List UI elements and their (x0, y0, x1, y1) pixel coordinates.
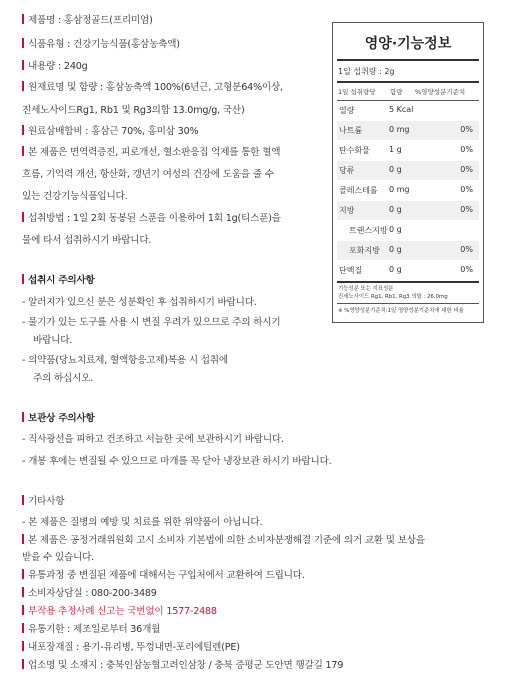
red-bar-marker (22, 14, 24, 24)
nutrient-row-trans-fat: 트랜스지방 0 g (349, 225, 402, 235)
method: 섭취방법 : 1일 2회 동봉된 스푼을 이용하여 1회 1g(티스푼)을 (22, 212, 281, 225)
red-bar-marker (22, 605, 24, 615)
etc-item-1: - 본 제품은 질병의 예방 및 치료를 위한 위약품이 아닙니다. (22, 517, 263, 528)
side-effect-report: 부작용 추정사례 신고는 국번없이 1577-2488 (22, 605, 217, 618)
method-cont: 물에 타서 섭취하시기 바랍니다. (22, 235, 152, 246)
red-bar-marker (22, 81, 24, 91)
header-per-serving: 1일 섭취량당 (338, 88, 376, 96)
red-bar-marker (22, 146, 24, 156)
header-daily-value: %영양성분기준치 (415, 88, 466, 96)
red-bar-marker (22, 212, 24, 222)
packaging: 내포장재질 : 용기-유리병, 뚜껑내면-포리에틸렌(PE) (22, 641, 240, 654)
consumer-notice-cont: 받을 수 있습니다. (22, 552, 95, 563)
nutrient-row-sodium: 나트륨 0 mg 0% (337, 121, 479, 140)
storage-item-2: - 개봉 후에는 변질될 수 있으므로 마개를 꼭 닫아 냉장보관 하시기 바랍니다. (22, 456, 332, 467)
red-bar-marker (22, 587, 24, 597)
divider (337, 59, 479, 61)
caution-item-3: - 의약품(당뇨치료제, 혈액항응고제)복용 시 섭취에 (22, 355, 228, 366)
ratio: 원료삼배합비 : 홍삼근 70%, 홍미삼 30% (22, 125, 198, 138)
red-bar-marker (22, 641, 24, 651)
caution-title: 섭취시 주의사항 (22, 274, 95, 287)
nutrient-row-carbs: 탄수화물 1 g 0% (339, 145, 473, 155)
caution-item-2-cont: 바랍니다. (33, 335, 73, 346)
red-bar-marker (22, 274, 24, 284)
nutrition-facts-panel (332, 22, 484, 323)
caution-item-3-cont: 주의 하십시오. (33, 373, 94, 384)
volume: 내용량 : 240g (22, 60, 88, 73)
food-type: 식품유형 : 건강기능식품(홍삼농축액) (22, 38, 180, 51)
functional-ingredient-label: 기능성분 또는 지표성분 (338, 286, 394, 292)
exchange-notice: 유통과정 중 변질된 제품에 대해서는 구입처에서 교환하여 드립니다. (22, 569, 305, 582)
expiry: 유통기한 : 제조일로부터 36개월 (22, 623, 160, 636)
nutrient-row-calories: 열량 5 Kcal (339, 105, 414, 115)
serving-size: 1일 섭취량 : 2g (338, 67, 395, 76)
nutrient-row-cholesterol: 콜레스테롤 0 mg 0% (339, 185, 473, 195)
storage-title: 보관상 주의사항 (22, 412, 95, 425)
caution-item-1: - 알러지가 있으신 분은 성분확인 후 섭취하시기 바랍니다. (22, 297, 257, 308)
divider (337, 303, 479, 304)
divider (337, 281, 479, 283)
nutrient-row-protein: 단백질 0 g 0% (339, 265, 473, 275)
daily-value-note: ※ %영양성분기준치:1일 영양성분기준치에 대한 비율 (338, 308, 464, 314)
nutrition-title: 영양·기능정보 (364, 36, 452, 52)
red-bar-marker (22, 495, 24, 505)
product-name: 제품명 : 홍삼정골드(프리미엄) (22, 14, 153, 27)
company-address: 업소명 및 소재지 : 충북인삼농협고려인삼창 / 충북 증평군 도안면 행갈길 179 (22, 659, 343, 672)
nutrient-row-saturated-fat: 포화지방 0 g 0% (337, 241, 479, 260)
header-amount: 함량 (390, 88, 403, 96)
red-bar-marker (22, 60, 24, 70)
red-bar-marker (22, 412, 24, 422)
consumer-notice: 본 제품은 공정거래위원회 고시 소비자 기본법에 의한 소비자분쟁해결 기준에 의거 교환 및 보상을 (22, 534, 425, 547)
caution-item-2: - 물기가 있는 도구를 사용 시 변질 우려가 있으므로 주의 하시기 (22, 317, 281, 328)
ingredients-cont: 진세노사이드Rg1, Rb1 및 Rg3의합 13.0mg/g, 국산) (22, 105, 245, 116)
functional-ingredient-value: 진세노사이드 Rg1, Rb1, Rg3 의합 : 26.0mg (338, 294, 448, 300)
red-bar-marker (22, 38, 24, 48)
red-bar-marker (22, 623, 24, 633)
nutrient-row-fat: 지방 0 g 0% (337, 201, 479, 220)
function-cont-2: 있는 건강기능식품입니다. (22, 191, 128, 202)
red-bar-marker (22, 534, 24, 544)
red-bar-marker (22, 569, 24, 579)
function-cont-1: 흐름, 기억력 개선, 항산화, 갱년기 여성의 건강에 도움을 줄 수 (22, 169, 274, 180)
red-bar-marker (22, 125, 24, 135)
nutrient-row-sugars: 당류 0 g 0% (337, 161, 479, 180)
etc-title: 기타사항 (22, 495, 64, 508)
function: 본 제품은 면역력증진, 피로개선, 혈소판응집 억제를 통한 혈액 (22, 146, 280, 159)
red-bar-marker (22, 659, 24, 669)
divider (337, 81, 479, 83)
ingredients: 원재료명 및 함량 : 홍삼농축액 100%(6년근, 고형분64%이상, (22, 81, 283, 94)
storage-item-1: - 직사광선을 피하고 건조하고 서늘한 곳에 보관하시기 바랍니다. (22, 434, 284, 445)
consult-phone: 소비자상담실 : 080-200-3489 (22, 587, 157, 600)
